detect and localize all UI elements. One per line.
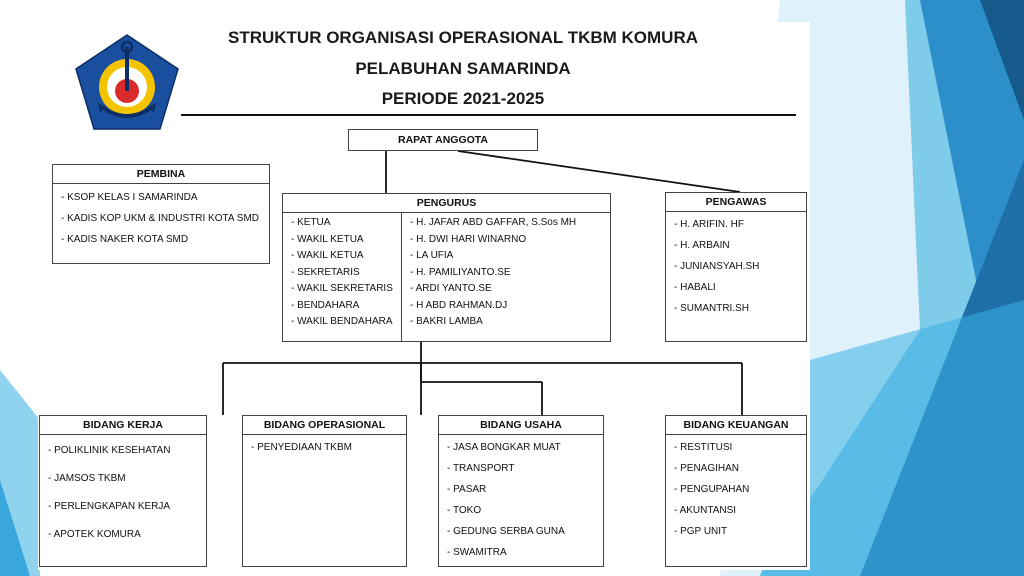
- bidang-keuangan-item: - PENGUPAHAN: [666, 479, 806, 500]
- pengawas-item: - H. ARIFIN. HF: [666, 214, 806, 235]
- pengurus-names: [402, 213, 610, 342]
- pengawas-label: PENGAWAS: [666, 193, 806, 212]
- pengurus-name: - BAKRI LAMBA: [402, 314, 610, 331]
- bidang-keuangan-label: BIDANG KEUANGAN: [666, 416, 806, 435]
- pengawas-item: - H. ARBAIN: [666, 235, 806, 256]
- bidang-operasional-label: BIDANG OPERASIONAL: [243, 416, 406, 435]
- pembina-box: [52, 164, 270, 264]
- pengawas-item: - JUNIANSYAH.SH: [666, 256, 806, 277]
- bidang-keuangan-item: - AKUNTANSI: [666, 500, 806, 521]
- pengurus-role: - WAKIL BENDAHARA: [283, 314, 401, 331]
- pembina-item: - KADIS KOP UKM & INDUSTRI KOTA SMD: [53, 208, 269, 229]
- bidang-usaha-item: - SWAMITRA: [439, 542, 603, 563]
- pengurus-roles: [283, 213, 402, 342]
- pengurus-name: - H ABD RAHMAN.DJ: [402, 298, 610, 315]
- rapat-anggota-box: [348, 129, 538, 151]
- bidang-usaha-item: - PASAR: [439, 479, 603, 500]
- pengurus-name: - ARDI YANTO.SE: [402, 281, 610, 298]
- pengurus-name: - LA UFIA: [402, 248, 610, 265]
- chart-title-line3: PERIODE 2021-2025: [381, 89, 545, 108]
- pembina-label: PEMBINA: [53, 165, 269, 184]
- org-chart-slide: [38, 22, 810, 570]
- pengurus-role: - WAKIL KETUA: [283, 232, 401, 249]
- bidang-usaha-item: - TOKO: [439, 500, 603, 521]
- pembina-item: - KADIS NAKER KOTA SMD: [53, 229, 269, 250]
- bidang-kerja-item: - PERLENGKAPAN KERJA: [40, 493, 206, 521]
- bidang-usaha-item: - GEDUNG SERBA GUNA: [439, 521, 603, 542]
- pembina-item: - KSOP KELAS I SAMARINDA: [53, 187, 269, 208]
- bidang-usaha-label: BIDANG USAHA: [439, 416, 603, 435]
- bidang-usaha-box: [438, 415, 604, 567]
- bidang-usaha-item: - TRANSPORT: [439, 458, 603, 479]
- bidang-kerja-box: [39, 415, 207, 567]
- bidang-kerja-item: - APOTEK KOMURA: [40, 521, 206, 549]
- bidang-usaha-item: - JASA BONGKAR MUAT: [439, 437, 603, 458]
- pengurus-role: - WAKIL KETUA: [283, 248, 401, 265]
- pengawas-box: [665, 192, 807, 342]
- chart-title-line2: PELABUHAN SAMARINDA: [355, 59, 571, 78]
- pengawas-item: - SUMANTRI.SH: [666, 298, 806, 319]
- rapat-anggota-label: RAPAT ANGGOTA: [397, 134, 489, 146]
- pengurus-label: PENGURUS: [283, 194, 610, 213]
- bidang-kerja-item: - POLIKLINIK KESEHATAN: [40, 437, 206, 465]
- bidang-keuangan-item: - PENAGIHAN: [666, 458, 806, 479]
- pengurus-box: [282, 193, 611, 342]
- pengurus-role: - SEKRETARIS: [283, 265, 401, 282]
- bidang-operasional-item: - PENYEDIAAN TKBM: [243, 437, 406, 458]
- bidang-kerja-item: - JAMSOS TKBM: [40, 465, 206, 493]
- pengurus-name: - H. PAMILIYANTO.SE: [402, 265, 610, 282]
- pengurus-name: - H. DWI HARI WINARNO: [402, 232, 610, 249]
- connector-rapat-pengawas: [458, 151, 740, 192]
- bidang-keuangan-box: [665, 415, 807, 567]
- bidang-keuangan-item: - PGP UNIT: [666, 521, 806, 542]
- bidang-operasional-box: [242, 415, 407, 567]
- pengawas-item: - HABALI: [666, 277, 806, 298]
- chart-title-line1: STRUKTUR ORGANISASI OPERASIONAL TKBM KOMURA: [227, 28, 699, 47]
- pengurus-role: - KETUA: [283, 215, 401, 232]
- pengurus-role: - WAKIL SEKRETARIS: [283, 281, 401, 298]
- pengurus-role: - BENDAHARA: [283, 298, 401, 315]
- bidang-kerja-label: BIDANG KERJA: [40, 416, 206, 435]
- bidang-keuangan-item: - RESTITUSI: [666, 437, 806, 458]
- pengurus-name: - H. JAFAR ABD GAFFAR, S.Sos MH: [402, 215, 610, 232]
